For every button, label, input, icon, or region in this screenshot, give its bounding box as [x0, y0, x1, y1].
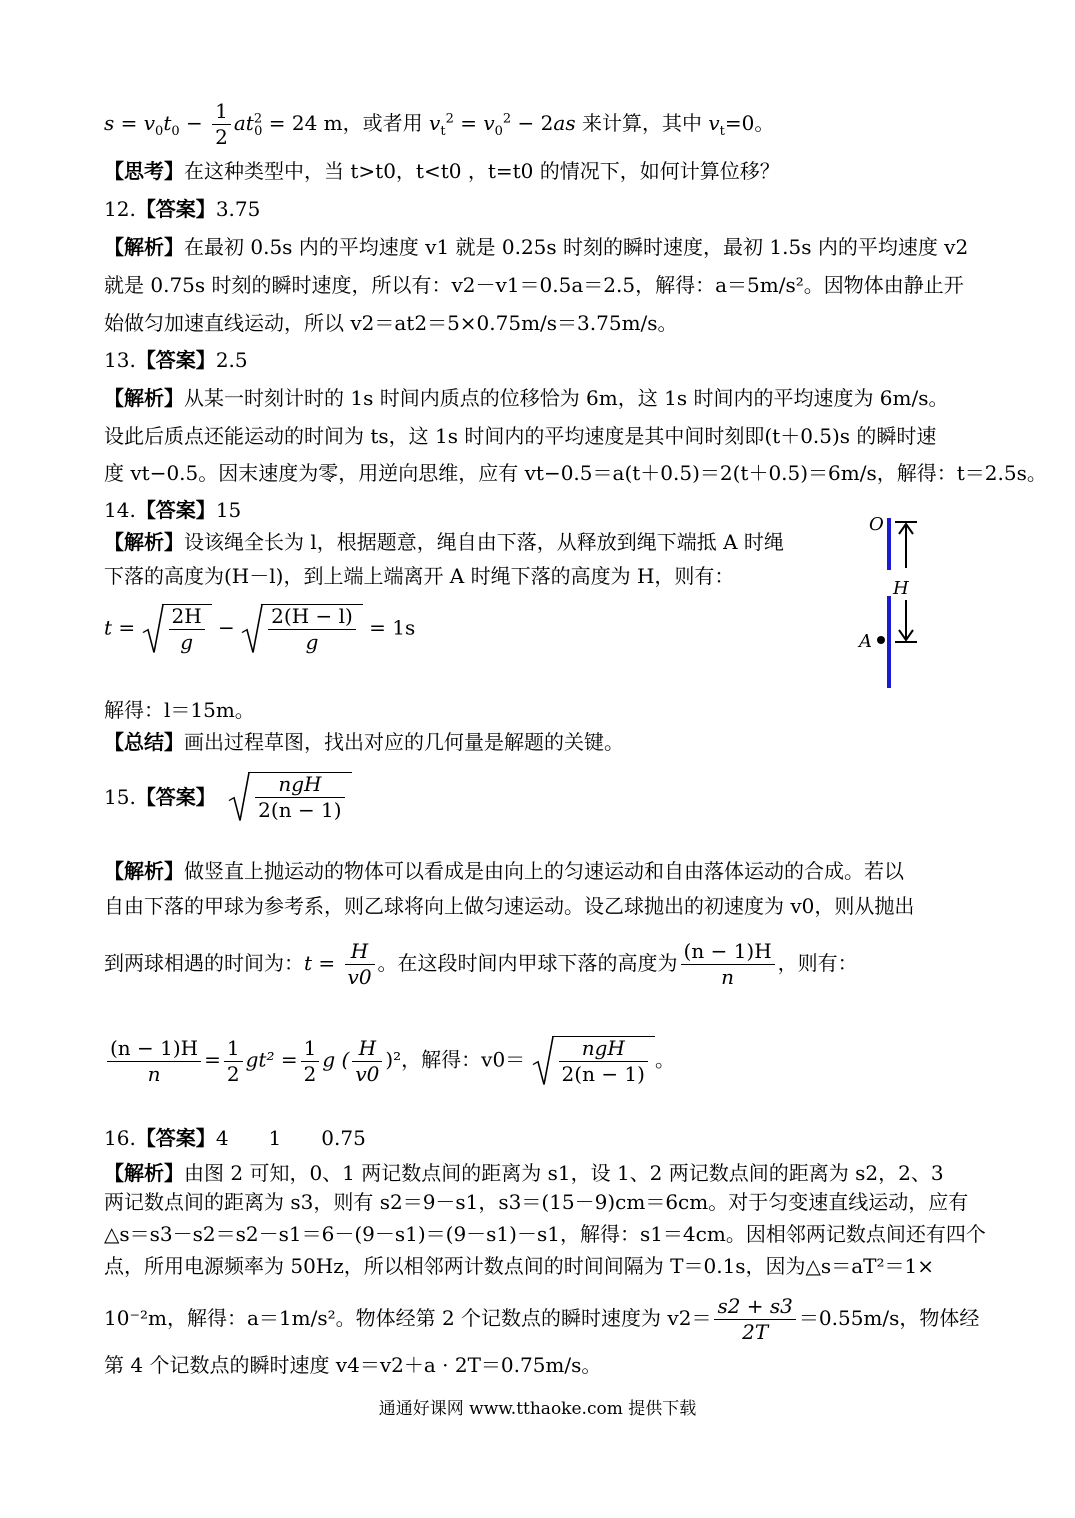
q12-answer: 12.【答案】3.75: [104, 197, 261, 221]
q12-analysis-3: 始做匀加速直线运动，所以 v2＝at2＝5×0.75m/s＝3.75m/s。: [104, 311, 678, 335]
q12-analysis-2: 就是 0.75s 时刻的瞬时速度，所以有：v2－v1＝0.5a＝2.5，解得：a＝5m/s²。因物体由静止开: [104, 273, 964, 297]
q13-analysis-1: 【解析】从某一时刻计时的 1s 时间内质点的位移恰为 6m，这 1s 时间内的平均速度为 6m/s。: [104, 386, 949, 410]
q14-answer: 14.【答案】15: [104, 498, 242, 522]
think-line: 【思考】在这种类型中，当 t>t0，t<t0 ，t=t0 的情况下，如何计算位移？: [104, 159, 780, 183]
q13-analysis-2: 设此后质点还能运动的时间为 ts，这 1s 时间内的平均速度是其中间时刻即(t＋0.5)s 的瞬时速: [104, 424, 937, 448]
rope-diagram: [855, 510, 925, 695]
q14-equation: t = $\frac{2H}{g}$ − $\frac{2(H - l)}{g}$ = 1s: [104, 604, 416, 654]
q16-analysis-5: 10⁻²m，解得：a＝1m/s²。物体经第 2 个记数点的瞬时速度为 v2＝ $\frac{s2 + s3}{2T}$ ＝0.55m/s，物体经: [104, 1294, 980, 1344]
label-A: A: [859, 631, 872, 652]
q14-summary: 【总结】画出过程草图，找出对应的几何量是解题的关键。: [104, 730, 624, 754]
label-H: H: [893, 578, 909, 599]
q15-analysis-1: 【解析】做竖直上抛运动的物体可以看成是由向上的匀速运动和自由落体运动的合成。若以: [104, 859, 904, 883]
q14-analysis-1: 【解析】设该绳全长为 l，根据题意，绳自由下落，从释放到绳下端抵 A 时绳: [104, 530, 784, 554]
q16-analysis-6: 第 4 个记数点的瞬时速度 v4＝v2＋a · 2T＝0.75m/s。: [104, 1353, 602, 1377]
q14-solve: 解得：l＝15m。: [104, 698, 255, 722]
q16-analysis-2: 两记数点间的距离为 s3，则有 s2＝9－s1，s3＝(15－9)cm＝6cm。对于匀变速直线运动，应有: [104, 1190, 969, 1214]
q13-analysis-3: 度 vt−0.5。因末速度为零，用逆向思维，应有 vt−0.5＝a(t＋0.5)＝2(t＋0.5)＝6m/s，解得：t＝2.5s。: [104, 461, 1047, 485]
q16-analysis-3: △s＝s3－s2＝s2－s1＝6－(9－s1)＝(9－s1)－s1，解得：s1＝4cm。因相邻两记数点间还有四个: [104, 1222, 986, 1246]
point-A: [877, 636, 885, 644]
q15-equation: $\frac{(n - 1)H}{n}$ = $\frac{1}{2}$ gt² = $\frac{1}{2}$ g ( $\frac{H}{v0}$ )²，解得：v0＝ $\frac{\text{ngH}}{2(n - 1)}$ 。: [104, 1036, 675, 1086]
q15-analysis-3: 到两球相遇的时间为：t = $\frac{H}{v0}$ 。在这段时间内甲球下落的高度为 $\frac{(n - 1)H}{n}$ ，则有：: [104, 939, 858, 989]
q14-analysis-2: 下落的高度为(H－l)，到上端上端离开 A 时绳下落的高度为 H，则有：: [104, 564, 735, 588]
q16-analysis-1: 【解析】由图 2 可知，0、1 两记数点间的距离为 s1，设 1、2 两记数点间的距离为 s2，2、3: [104, 1161, 944, 1185]
fraction-half: $\frac{1}{2}$: [212, 100, 231, 149]
q16-analysis-4: 点，所用电源频率为 50Hz，所以相邻两计数点间的时间间隔为 T＝0.1s，因为△s＝aT²＝1×: [104, 1254, 934, 1278]
label-O: O: [869, 514, 884, 535]
page-footer: 通通好课网 www.tthaoke.com 提供下载: [378, 1399, 697, 1419]
q15-answer: 15.【答案】 $\frac{\text{ngH}}{2(n - 1)}$: [104, 772, 352, 822]
q15-analysis-2: 自由下落的甲球为参考系，则乙球将向上做匀速运动。设乙球抛出的初速度为 v0，则从抛出: [104, 894, 915, 918]
formula-top: $s = v_0t_0$ − $\frac{1}{2}$ $at^2_0 = 24$ m，或者用 $v_t^2 = v_0^2 - 2as$ 来计算，其中 $v_t=0$。: [104, 99, 775, 149]
q12-analysis-1: 【解析】在最初 0.5s 内的平均速度 v1 就是 0.25s 时刻的瞬时速度，最初 1.5s 内的平均速度 v2: [104, 235, 969, 259]
q16-answer: 16.【答案】4 1 0.75: [104, 1126, 366, 1150]
q13-answer: 13.【答案】2.5: [104, 348, 248, 372]
